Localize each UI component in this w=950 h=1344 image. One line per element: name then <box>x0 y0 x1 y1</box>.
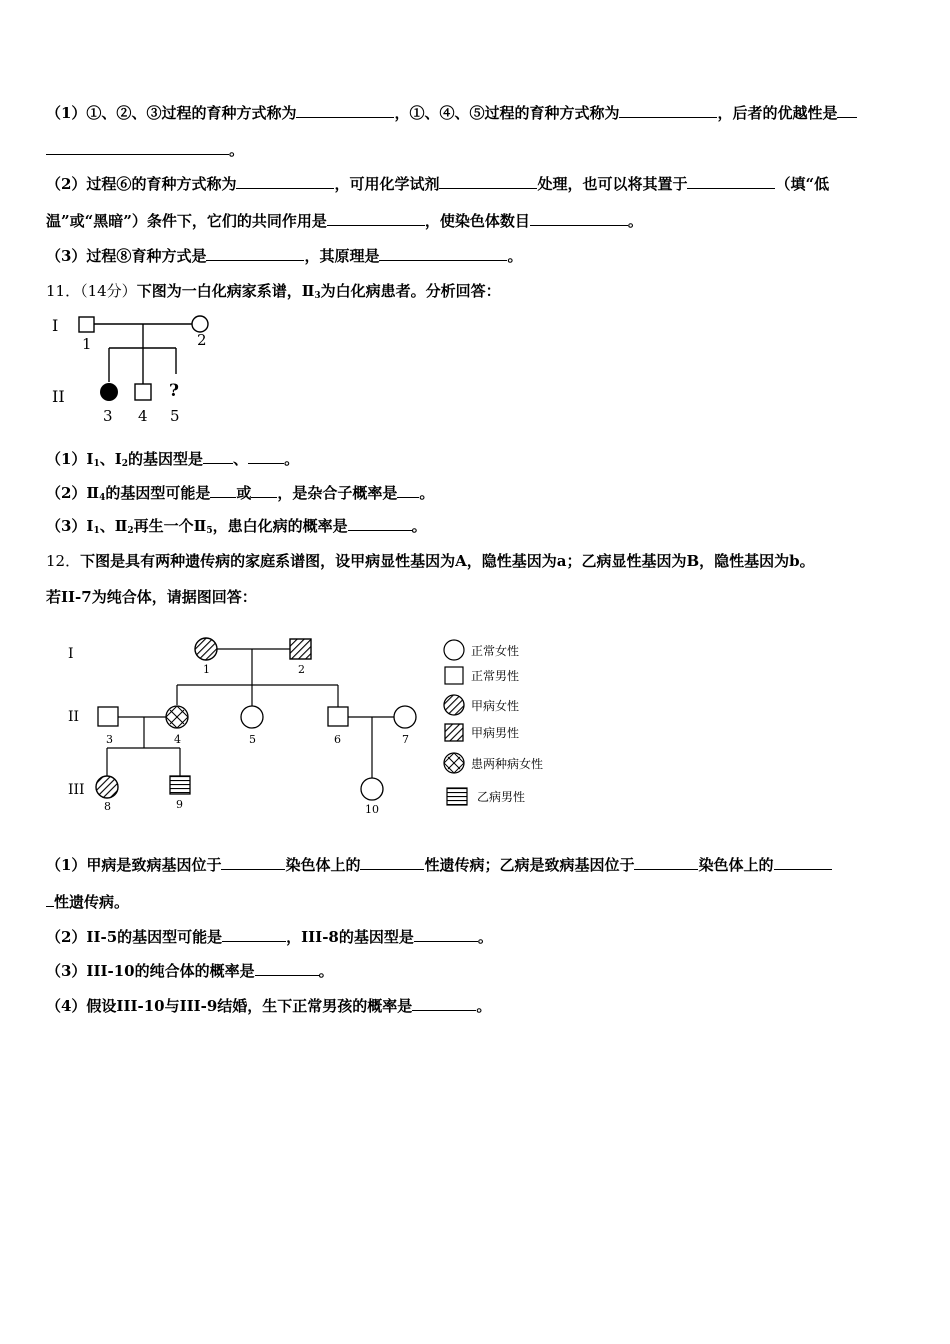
label-2: 2 <box>197 331 207 349</box>
female-normal-5 <box>241 706 263 728</box>
female-affected-3 <box>100 383 118 401</box>
q12-part2: （2）II-5的基因型可能是 ，III-8的基因型是 。 <box>46 928 493 946</box>
female-unaffected-2 <box>192 316 208 332</box>
label-1: 1 <box>203 663 210 676</box>
generation-II-label: II <box>68 709 80 725</box>
answer-blank[interactable] <box>206 246 304 261</box>
label-5: 5 <box>249 733 256 746</box>
label-4: 4 <box>138 407 148 425</box>
answer-blank[interactable] <box>412 996 476 1011</box>
generation-III-label: III <box>68 782 85 798</box>
answer-blank[interactable] <box>222 927 286 942</box>
female-normal-7 <box>394 706 416 728</box>
label-10: 10 <box>365 803 379 816</box>
legend-disease-b-male-symbol <box>447 788 467 805</box>
answer-blank[interactable] <box>837 103 857 118</box>
answer-blank[interactable] <box>439 174 537 189</box>
albinism-pedigree <box>46 308 246 432</box>
answer-blank[interactable] <box>221 855 285 870</box>
generation-II-label: II <box>52 387 65 406</box>
q11-part2: $(2)Ⅱ_4$的基因型可能是 或 ，是杂合子概率是 。 <box>46 484 435 503</box>
generation-I-label: I <box>68 646 74 662</box>
answer-blank[interactable] <box>379 246 507 261</box>
answer-blank[interactable] <box>687 174 775 189</box>
answer-blank[interactable] <box>397 483 419 498</box>
male-unaffected-1 <box>79 317 94 332</box>
male-disease-a-2 <box>290 639 311 659</box>
label-4: 4 <box>174 733 181 746</box>
answer-blank[interactable] <box>619 103 717 118</box>
male-disease-b-9 <box>170 776 190 794</box>
q11-part1: $(1)Ⅰ_1$、$Ⅰ_2$的基因型是 、 。 <box>46 450 300 469</box>
answer-blank[interactable] <box>296 103 394 118</box>
legend-disease-a-female-symbol <box>444 695 464 715</box>
q10-part1-cont: 。 <box>46 140 910 160</box>
label-9: 9 <box>176 798 183 811</box>
q10-part3: （3）过程⑧育种方式是 ，其原理是 。 <box>46 247 523 265</box>
answer-blank[interactable] <box>255 961 319 976</box>
two-disease-pedigree <box>60 628 590 820</box>
q12-part1: （1）甲病是致病基因位于 染色体上的 性遗传病；乙病是致病基因位于 染色体上的 <box>46 855 910 875</box>
q11-stem: 11．（14分）下图为一白化病家系谱，$Ⅱ_3$为白化病患者。分析回答： <box>46 282 501 301</box>
q12-part1-cont: 性遗传病。 <box>46 892 910 912</box>
label-3: 3 <box>103 407 113 425</box>
q11-part3: $(3)Ⅰ_1$、$Ⅱ_2$再生一个$Ⅱ_5$，患白化病的概率是 。 <box>46 517 427 536</box>
male-normal-3 <box>98 707 118 726</box>
q10-part1: （1）①、②、③过程的育种方式称为 ，①、④、⑤过程的育种方式称为 ，后者的优越性是 <box>46 103 910 123</box>
answer-blank[interactable] <box>203 449 233 464</box>
generation-I-label: I <box>52 316 59 335</box>
answer-blank[interactable] <box>348 516 412 531</box>
legend-label: 患两种病女性 <box>471 757 544 771</box>
legend-normal-male-symbol <box>445 667 463 684</box>
q10-part2: （2）过程⑥的育种方式称为 ，可用化学试剂 处理，也可以将其置于 （填“低 <box>46 175 830 193</box>
female-normal-10 <box>361 778 383 800</box>
answer-blank[interactable] <box>251 483 277 498</box>
male-normal-6 <box>328 707 348 726</box>
q12-stem-cont: 若II-7为纯合体，请据图回答： <box>46 588 257 606</box>
label-8: 8 <box>104 800 111 813</box>
answer-blank[interactable] <box>236 174 334 189</box>
answer-blank[interactable] <box>414 927 478 942</box>
female-disease-a-8 <box>96 776 118 798</box>
label-3: 3 <box>106 733 113 746</box>
male-unaffected-4 <box>135 384 151 400</box>
answer-blank[interactable] <box>327 211 425 226</box>
answer-blank[interactable] <box>774 855 832 870</box>
answer-blank[interactable] <box>530 211 628 226</box>
legend-label: 正常男性 <box>471 669 520 683</box>
answer-blank[interactable] <box>248 449 284 464</box>
unknown-child-5: ? <box>169 381 179 401</box>
answer-blank[interactable] <box>46 892 54 907</box>
q12-part3: （3）III-10的纯合体的概率是 。 <box>46 962 334 980</box>
legend-disease-a-male-symbol <box>445 724 463 741</box>
label-2: 2 <box>298 663 305 676</box>
female-disease-a-1 <box>195 638 217 660</box>
answer-blank[interactable] <box>360 855 424 870</box>
q10-part2-cont: 温”或“黑暗”）条件下，它们的共同作用是 ，使染色体数目 。 <box>46 212 643 230</box>
legend-normal-female-symbol <box>444 640 464 660</box>
answer-blank[interactable] <box>634 855 698 870</box>
answer-blank[interactable] <box>46 140 229 155</box>
legend-label: 正常女性 <box>471 644 520 658</box>
legend <box>444 640 543 805</box>
label-5: 5 <box>170 407 180 425</box>
answer-blank[interactable] <box>210 483 236 498</box>
q12-stem: 12．下图是具有两种遗传病的家庭系谱图，设甲病显性基因为A，隐性基因为a；乙病显性基因为B，隐性基因为b。 <box>46 552 815 570</box>
legend-label: 甲病女性 <box>471 699 520 713</box>
legend-label: 甲病男性 <box>471 726 520 740</box>
label-6: 6 <box>334 733 341 746</box>
label-1: 1 <box>82 335 92 353</box>
label-7: 7 <box>402 733 409 746</box>
q12-part4: （4）假设III-10与III-9结婚，生下正常男孩的概率是 。 <box>46 997 492 1015</box>
legend-label: 乙病男性 <box>477 790 526 804</box>
